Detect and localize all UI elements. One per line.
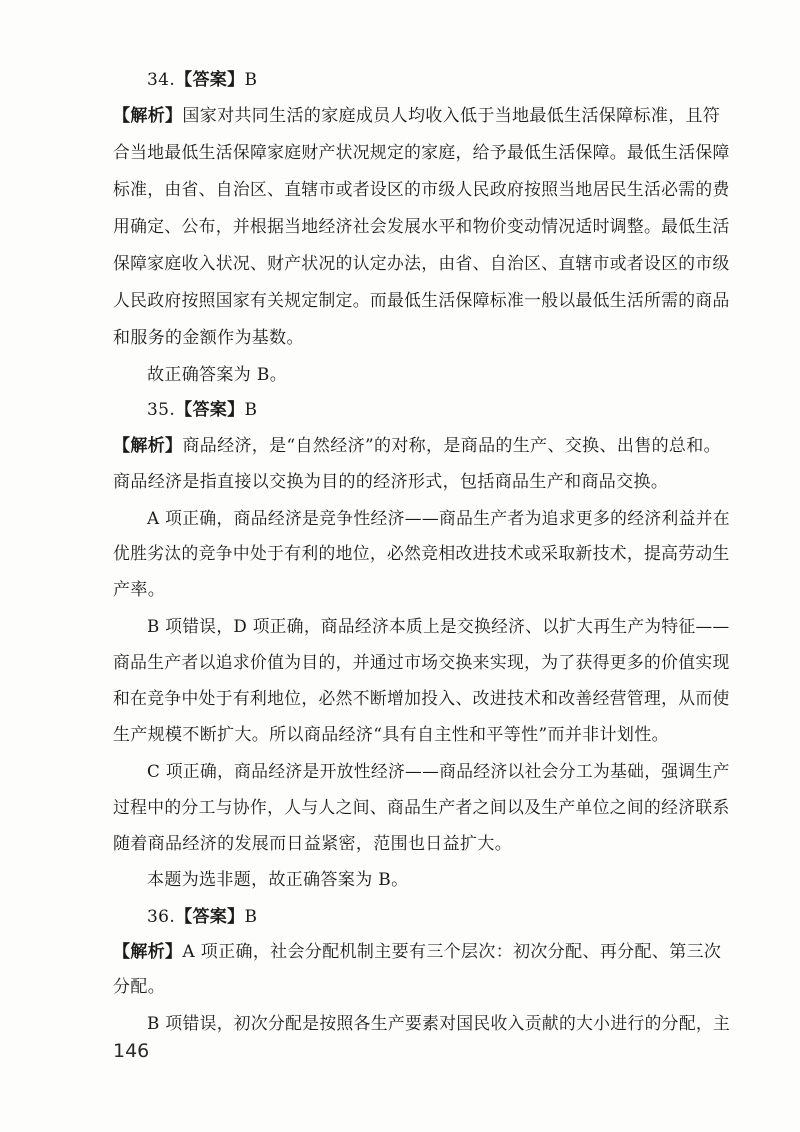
q35-para-a-line-1: A 项正确，商品经济是竞争性经济——商品生产者为追求更多的经济利益并在	[147, 509, 730, 529]
q35-para-bd-line-2: 商品生产者以追求价值为目的，并通过市场交换来实现，为了获得更多的价值实现	[113, 653, 730, 673]
q36-para-b-line-1: B 项错误，初次分配是按照各生产要素对国民收入贡献的大小进行的分配，主	[147, 1014, 731, 1034]
q36-heading	[147, 905, 257, 929]
q35-number: 35.	[147, 400, 176, 420]
q34-analysis-label: 【解析】	[113, 106, 183, 126]
q36-answer-label: 【答案】	[175, 907, 245, 927]
q36-analysis-line-1	[113, 940, 721, 964]
q34-conclusion: 故正确答案为 B。	[147, 365, 288, 385]
q36-analysis-line-2: 分配。	[113, 977, 166, 997]
q35-para-a-line-2: 优胜劣汰的竞争中处于有利的地位，必然竞相改进技术或采取新技术，提高劳动生	[113, 544, 730, 564]
q36-analysis-text-1: A 项正确，社会分配机制主要有三个层次：初次分配、再分配、第三次	[182, 942, 722, 962]
q35-analysis-line-1	[113, 434, 721, 458]
q34-analysis-line-4: 用确定、公布，并根据当地经济社会发展水平和物价变动情况适时调整。最低生活	[113, 217, 730, 237]
q34-analysis-line-1	[113, 104, 720, 128]
q35-para-bd-line-4: 生产规模不断扩大。所以商品经济“具有自主性和平等性”而并非计划性。	[113, 725, 669, 745]
q35-para-c-line-1: C 项正确，商品经济是开放性经济——商品经济以社会分工为基础，强调生产	[147, 762, 730, 782]
q34-analysis-line-6: 人民政府按照国家有关规定制定。而最低生活保障标准一般以最低生活所需的商品	[113, 291, 730, 311]
q34-analysis-line-2: 合当地最低生活保障家庭财产状况规定的家庭，给予最低生活保障。最低生活保障	[113, 143, 730, 163]
page-number: 146	[113, 1040, 150, 1062]
q34-analysis-line-5: 保障家庭收入状况、财产状况的认定办法，由省、自治区、直辖市或者设区的市级	[113, 254, 730, 274]
q35-para-c-line-3: 随着商品经济的发展而日益紧密，范围也日益扩大。	[113, 834, 513, 854]
q34-analysis-line-7: 和服务的金额作为基数。	[113, 328, 304, 348]
q35-conclusion: 本题为选非题，故正确答案为 B。	[147, 870, 409, 890]
q35-analysis-label: 【解析】	[113, 436, 183, 456]
q35-para-bd-line-1: B 项错误，D 项正确，商品经济本质上是交换经济、以扩大再生产为特征——	[147, 617, 730, 637]
q34-heading	[147, 68, 257, 92]
q35-answer-label: 【答案】	[175, 400, 245, 420]
q36-number: 36.	[147, 907, 176, 927]
q35-answer: B	[244, 400, 258, 420]
q35-heading	[147, 398, 257, 422]
q35-para-c-line-2: 过程中的分工与协作，人与人之间、商品生产者之间以及生产单位之间的经济联系	[113, 798, 730, 818]
q34-analysis-line-3: 标准，由省、自治区、直辖市或者设区的市级人民政府按照当地居民生活必需的费	[113, 180, 730, 200]
q36-analysis-label: 【解析】	[113, 942, 183, 962]
q34-answer-label: 【答案】	[175, 70, 245, 90]
q35-analysis-line-2: 商品经济是指直接以交换为目的的经济形式，包括商品生产和商品交换。	[113, 472, 669, 492]
q36-answer: B	[244, 907, 258, 927]
q35-para-a-line-3: 产率。	[113, 580, 166, 600]
q35-analysis-text-1: 商品经济，是“自然经济”的对称，是商品的生产、交换、出售的总和。	[182, 436, 721, 456]
q35-para-bd-line-3: 和在竞争中处于有利地位，必然不断增加投入、改进技术和改善经营管理，从而使	[113, 689, 730, 709]
q34-number: 34.	[147, 70, 176, 90]
q34-analysis-text-1: 国家对共同生活的家庭成员人均收入低于当地最低生活保障标准，且符	[182, 106, 721, 126]
q34-answer: B	[244, 70, 258, 90]
